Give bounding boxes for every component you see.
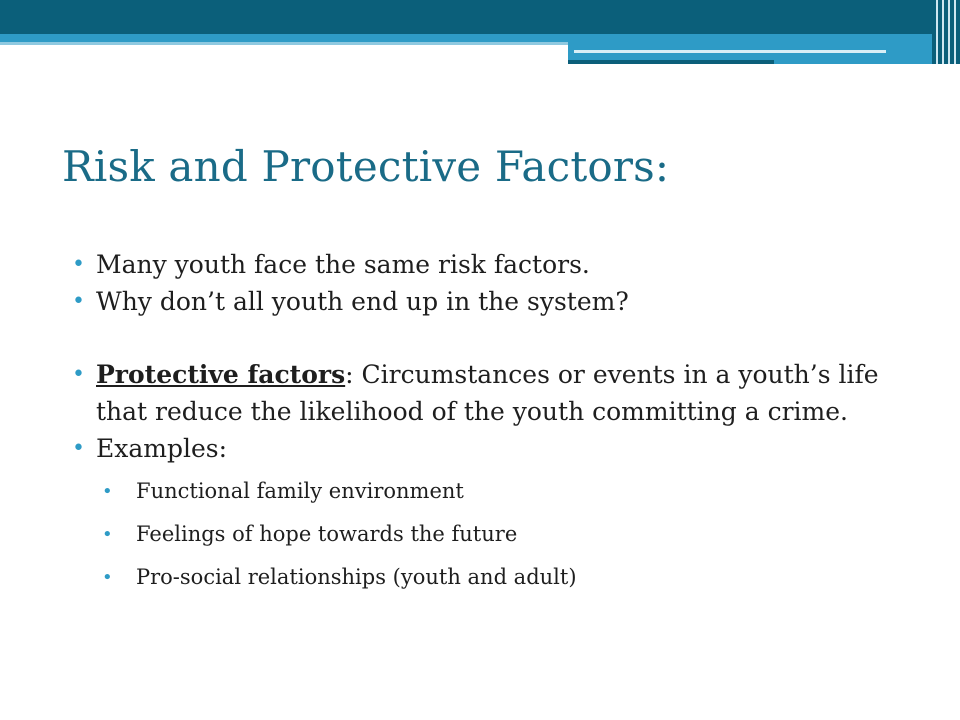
example-item	[72, 559, 892, 596]
bullet-item	[72, 283, 892, 320]
example-text: Functional family environment	[136, 479, 464, 503]
header-vertical-line	[954, 0, 956, 64]
slide-title: Risk and Protective Factors:	[62, 142, 670, 191]
bullet-marker-icon: •	[72, 362, 85, 387]
header-vertical-line	[936, 0, 938, 64]
bullet-marker-icon: •	[72, 436, 85, 461]
bullet-marker-icon: •	[72, 252, 85, 277]
bullet-text: Many youth face the same risk factors.	[96, 250, 590, 279]
sub-bullet-marker-icon: •	[102, 481, 113, 502]
bullet-item	[72, 246, 892, 283]
sub-bullet-marker-icon: •	[102, 524, 113, 545]
header-vertical-lines	[932, 0, 960, 64]
header-vertical-line	[942, 0, 944, 64]
example-item	[72, 516, 892, 553]
example-item	[72, 473, 892, 510]
bullet-marker-icon: •	[72, 289, 85, 314]
example-text: Pro-social relationships (youth and adult)	[136, 565, 577, 589]
bullet-text: Why don’t all youth end up in the system?	[96, 287, 629, 316]
bullet-item	[72, 430, 892, 467]
slide-body	[72, 246, 892, 596]
header-accent-band	[0, 34, 960, 42]
definition-text: : Circumstances or events in a youth’s life that reduce the likelihood of the youth committing a crime.	[96, 360, 879, 426]
defined-term: Protective factors	[96, 360, 346, 389]
example-text: Feelings of hope towards the future	[136, 522, 518, 546]
bullet-text: Examples:	[96, 434, 228, 463]
header-band	[0, 0, 960, 34]
header-thin-line	[0, 42, 568, 45]
header-accent-highlight	[574, 50, 886, 53]
sub-bullet-marker-icon: •	[102, 567, 113, 588]
header-vertical-line	[948, 0, 950, 64]
bullet-item-definition	[72, 356, 892, 430]
header-dark-strip	[568, 60, 774, 64]
